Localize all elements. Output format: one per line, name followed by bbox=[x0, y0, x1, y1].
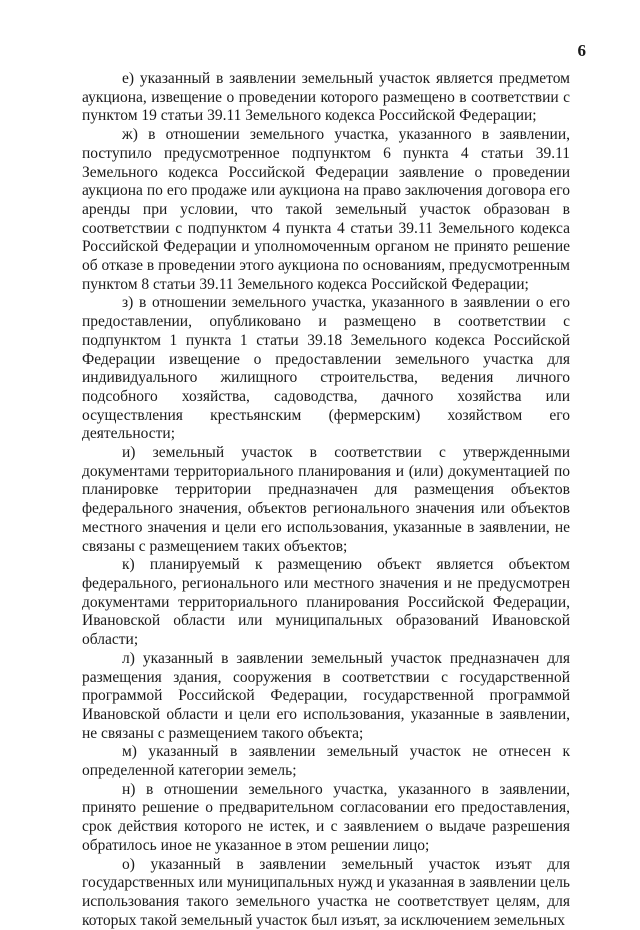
page-number: 6 bbox=[577, 41, 586, 60]
paragraph-z: з) в отношении земельного участка, указанного в заявлении о его предоставлении, опубликовано и размещено в соответствии с подпунктом 1 пункта 1 статьи 39.18 Земельного кодекса Российской Федерации извещение о предоставлении земельного участка для индивидуального жилищного строительства, ведения личного подсобного хозяйства, садоводства, дачного хозяйства или осуществления крестьянским (фермерским) хозяйством его деятельности; bbox=[82, 294, 570, 443]
paragraph-zh: ж) в отношении земельного участка, указанного в заявлении, поступило предусмотренное подпунктом 6 пункта 4 статьи 39.11 Земельного кодекса Российской Федерации заявление о проведении аукциона по его продаже или аукциона на право заключения договора его аренды при условии, что такой земельный участок образован в соответствии с подпунктом 4 пункта 4 статьи 39.11 Земельного кодекса Российской Федерации и уполномоченным органом не принято решение об отказе в проведении этого аукциона по основаниям, предусмотренным пунктом 8 статьи 39.11 Земельного кодекса Российской Федерации; bbox=[82, 126, 570, 293]
document-body bbox=[82, 70, 570, 930]
paragraph-i: и) земельный участок в соответствии с утвержденными документами территориального планирования и (или) документацией по планировке территории предназначен для размещения объектов федерального значения, объектов регионального значения или объектов местного значения и цели его использования, указанные в заявлении, не связаны с размещением таких объектов; bbox=[82, 444, 570, 555]
paragraph-k: к) планируемый к размещению объект является объектом федерального, регионального или местного значения и не предусмотрен документами территориального планирования Российской Федерации, Ивановской области или муниципальных образований Ивановской области; bbox=[82, 556, 570, 649]
paragraph-m: м) указанный в заявлении земельный участок не отнесен к определенной категории земель; bbox=[82, 743, 570, 780]
paragraph-o: о) указанный в заявлении земельный участок изъят для государственных или муниципальных нужд и указанная в заявлении цель использования такого земельного участка не соответствует целям, для которых такой земельный участок был изъят, за исключением земельных bbox=[82, 855, 570, 929]
paragraph-n: н) в отношении земельного участка, указанного в заявлении, принято решение о предварительном согласовании его предоставления, срок действия которого не истек, и с заявлением о выдаче разрешения обратилось иное не указанное в этом решении лицо; bbox=[82, 780, 570, 854]
paragraph-l: л) указанный в заявлении земельный участок предназначен для размещения здания, сооружения в соответствии с государственной программой Российской Федерации, государственной программой Ивановской области и цели его использования, указанные в заявлении, не связаны с размещением такого объекта; bbox=[82, 649, 570, 742]
paragraph-e: е) указанный в заявлении земельный участок является предметом аукциона, извещение о проведении которого размещено в соответствии с пунктом 19 статьи 39.11 Земельного кодекса Российской Федерации; bbox=[82, 70, 570, 125]
